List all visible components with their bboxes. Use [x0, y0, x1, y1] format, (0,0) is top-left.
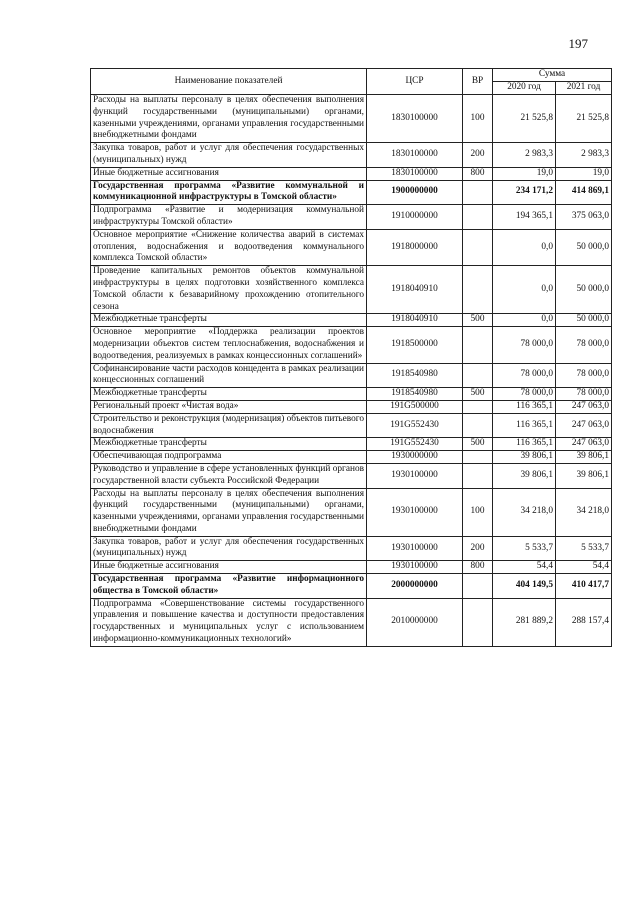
row-2020: 116 365,1	[493, 438, 556, 451]
row-csr: 1918540980	[367, 363, 463, 388]
row-2021: 410 417,7	[556, 574, 612, 599]
table-row	[91, 314, 612, 327]
row-name: Межбюджетные трансферты	[91, 314, 367, 327]
row-name: Обеспечивающая подпрограмма	[91, 451, 367, 464]
row-2021: 5 533,7	[556, 536, 612, 561]
row-csr: 1900000000	[367, 180, 463, 205]
row-2020: 116 365,1	[493, 413, 556, 438]
row-2020: 404 149,5	[493, 574, 556, 599]
row-csr: 1830100000	[367, 143, 463, 168]
page-number: 197	[568, 36, 588, 51]
row-name: Подпрограмма «Совершенствование системы государственного управления и повышение качества и доступности предоставления государственных и муниципальных услуг с использованием информационно-коммуникационных технологий»	[91, 598, 367, 646]
row-csr: 1930100000	[367, 536, 463, 561]
table-row	[91, 167, 612, 180]
row-2020: 39 806,1	[493, 451, 556, 464]
row-2021: 21 525,8	[556, 95, 612, 143]
row-name: Основное мероприятие «Поддержка реализации проектов модернизации объектов систем теплоснабжения, водоснабжения и водоотведения, реализуемых в рамках концессионных соглашений»	[91, 327, 367, 363]
table-row	[91, 229, 612, 265]
row-csr: 1918040910	[367, 266, 463, 314]
row-csr: 1830100000	[367, 95, 463, 143]
row-2020: 78 000,0	[493, 388, 556, 401]
table-row	[91, 413, 612, 438]
table-row	[91, 561, 612, 574]
row-2021: 247 063,0	[556, 438, 612, 451]
header-sum: Сумма	[493, 69, 612, 82]
table-row	[91, 400, 612, 413]
table-row	[91, 463, 612, 488]
row-2020: 39 806,1	[493, 463, 556, 488]
table-row	[91, 574, 612, 599]
row-csr: 1918000000	[367, 229, 463, 265]
row-2021: 414 869,1	[556, 180, 612, 205]
row-vr: 200	[463, 536, 493, 561]
row-name: Руководство и управление в сфере установленных функций органов государственной власти субъекта Российской Федерации	[91, 463, 367, 488]
row-vr	[463, 229, 493, 265]
table-row	[91, 363, 612, 388]
row-name: Проведение капитальных ремонтов объектов коммунальной инфраструктуры в целях подготовки хозяйственного комплекса Томской области к безаварийному прохождению отопительного сезона	[91, 266, 367, 314]
row-name: Государственная программа «Развитие коммунальной и коммуникационной инфраструктуры в Томской области»	[91, 180, 367, 205]
row-2021: 2 983,3	[556, 143, 612, 168]
row-2021: 247 063,0	[556, 413, 612, 438]
row-vr	[463, 180, 493, 205]
row-2020: 234 171,2	[493, 180, 556, 205]
row-2020: 19,0	[493, 167, 556, 180]
table-row	[91, 488, 612, 536]
table-row	[91, 180, 612, 205]
row-vr: 100	[463, 488, 493, 536]
row-2021: 50 000,0	[556, 229, 612, 265]
table-row	[91, 388, 612, 401]
row-vr: 800	[463, 167, 493, 180]
row-2020: 54,4	[493, 561, 556, 574]
table-row	[91, 143, 612, 168]
row-vr	[463, 463, 493, 488]
row-vr	[463, 205, 493, 230]
row-csr: 2010000000	[367, 598, 463, 646]
row-2020: 2 983,3	[493, 143, 556, 168]
row-vr	[463, 598, 493, 646]
row-csr: 1918540980	[367, 388, 463, 401]
table-row	[91, 266, 612, 314]
row-name: Софинансирование части расходов концедента в рамках реализации концессионных соглашений	[91, 363, 367, 388]
table-row	[91, 95, 612, 143]
row-csr: 1930100000	[367, 561, 463, 574]
row-csr: 1930100000	[367, 488, 463, 536]
row-name: Подпрограмма «Развитие и модернизация коммунальной инфраструктуры Томской области»	[91, 205, 367, 230]
row-name: Иные бюджетные ассигнования	[91, 561, 367, 574]
table-row	[91, 451, 612, 464]
row-2021: 288 157,4	[556, 598, 612, 646]
row-csr: 191G552430	[367, 438, 463, 451]
row-csr: 1910000000	[367, 205, 463, 230]
row-name: Основное мероприятие «Снижение количества аварий в системах отопления, водоснабжения и водоотведения коммунального комплекса Томской области»	[91, 229, 367, 265]
row-2021: 54,4	[556, 561, 612, 574]
row-vr: 500	[463, 438, 493, 451]
row-name: Межбюджетные трансферты	[91, 438, 367, 451]
row-2021: 50 000,0	[556, 266, 612, 314]
row-name: Государственная программа «Развитие информационного общества в Томской области»	[91, 574, 367, 599]
row-name: Закупка товаров, работ и услуг для обеспечения государственных (муниципальных) нужд	[91, 143, 367, 168]
row-vr: 500	[463, 314, 493, 327]
row-2020: 281 889,2	[493, 598, 556, 646]
row-name: Расходы на выплаты персоналу в целях обеспечения выполнения функций государственными (муниципальными) органами, казенными учреждениями, органами управления государственными внебюджетными фондами	[91, 95, 367, 143]
row-vr: 800	[463, 561, 493, 574]
row-name: Межбюджетные трансферты	[91, 388, 367, 401]
row-2020: 78 000,0	[493, 327, 556, 363]
row-2021: 39 806,1	[556, 463, 612, 488]
row-vr	[463, 266, 493, 314]
row-csr: 1918500000	[367, 327, 463, 363]
row-name: Строительство и реконструкция (модернизация) объектов питьевого водоснабжения	[91, 413, 367, 438]
row-2020: 0,0	[493, 314, 556, 327]
row-2021: 247 063,0	[556, 400, 612, 413]
table-body	[91, 95, 612, 647]
row-vr: 200	[463, 143, 493, 168]
table-row	[91, 536, 612, 561]
row-vr: 500	[463, 388, 493, 401]
row-2021: 78 000,0	[556, 327, 612, 363]
row-2021: 19,0	[556, 167, 612, 180]
row-2020: 21 525,8	[493, 95, 556, 143]
row-2020: 194 365,1	[493, 205, 556, 230]
row-2021: 34 218,0	[556, 488, 612, 536]
row-name: Закупка товаров, работ и услуг для обеспечения государственных (муниципальных) нужд	[91, 536, 367, 561]
header-vr: ВР	[463, 69, 493, 95]
row-vr	[463, 451, 493, 464]
row-csr: 1930100000	[367, 463, 463, 488]
row-2020: 5 533,7	[493, 536, 556, 561]
table-row	[91, 598, 612, 646]
row-vr	[463, 413, 493, 438]
row-vr	[463, 363, 493, 388]
row-csr: 191G552430	[367, 413, 463, 438]
row-2021: 375 063,0	[556, 205, 612, 230]
row-2021: 78 000,0	[556, 388, 612, 401]
row-vr: 100	[463, 95, 493, 143]
row-2021: 50 000,0	[556, 314, 612, 327]
table-row	[91, 327, 612, 363]
row-name: Расходы на выплаты персоналу в целях обеспечения выполнения функций государственными (муниципальными) органами, казенными учреждениями, органами управления государственными внебюджетными фондами	[91, 488, 367, 536]
row-name: Иные бюджетные ассигнования	[91, 167, 367, 180]
row-csr: 1830100000	[367, 167, 463, 180]
row-2020: 78 000,0	[493, 363, 556, 388]
row-csr: 191G500000	[367, 400, 463, 413]
header-csr: ЦСР	[367, 69, 463, 95]
table-row	[91, 205, 612, 230]
row-csr: 2000000000	[367, 574, 463, 599]
row-vr	[463, 400, 493, 413]
row-vr	[463, 327, 493, 363]
row-2020: 0,0	[493, 266, 556, 314]
table-row	[91, 438, 612, 451]
row-name: Региональный проект «Чистая вода»	[91, 400, 367, 413]
row-vr	[463, 574, 493, 599]
row-csr: 1930000000	[367, 451, 463, 464]
row-2020: 116 365,1	[493, 400, 556, 413]
budget-table	[90, 68, 612, 647]
header-2021: 2021 год	[556, 82, 612, 95]
header-2020: 2020 год	[493, 82, 556, 95]
row-2020: 0,0	[493, 229, 556, 265]
row-2021: 78 000,0	[556, 363, 612, 388]
header-name: Наименование показателей	[91, 69, 367, 95]
row-csr: 1918040910	[367, 314, 463, 327]
row-2021: 39 806,1	[556, 451, 612, 464]
row-2020: 34 218,0	[493, 488, 556, 536]
